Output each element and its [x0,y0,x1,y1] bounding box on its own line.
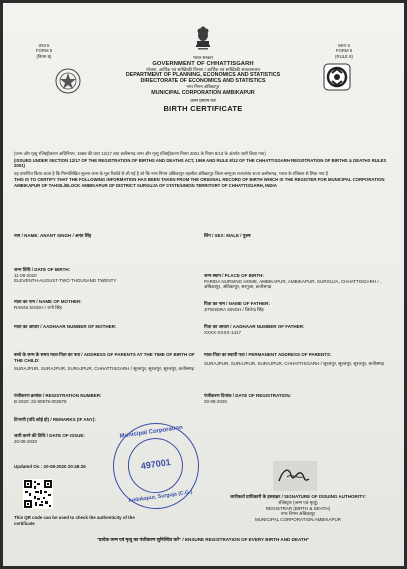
form-label-left-rule: (नियम 8) [36,53,52,59]
sex-label: लिंग / SEX: [204,233,226,238]
department-hindi: योजना, आर्थिक एवं सांख्यिकी विभाग / आर्थिक एवं सांख्यिकी संचालनालय [146,66,260,72]
address-permanent-value: SURAJPUR, SURAJPUR, SURAJPUR, CHHATTISGARH / सूरजपुर, सूरजपुर, सूरजपुर, छत्तीसगढ़ [204,361,385,366]
qr-note: This QR code can be used to check the authenticity of the certificate [14,515,135,526]
address-permanent-label: माता-पिता का स्थायी पता / PERMANENT ADDRESS OF PARENTS: [204,352,332,357]
sex-field [204,233,384,239]
registration-date-value: 20-08-2020 [204,399,228,404]
signature-hindi: रजिस्ट्रार (जन्म एवं मृत्यु) [278,500,318,505]
registration-date-field [204,393,384,404]
father-value: JITENDRA SINGH / जितेन्द्र सिंह [204,307,264,312]
certify-statement: THIS IS TO CERTIFY THAT THE FOLLOWING INFORMATION HAS BEEN TAKEN FROM THE ORIGINAL RECORD OF BIRTH WHICH IS THE REGISTER FOR MUNICIPAL CORPORATION AMBIKAPUR OF TAHSIL/BLOCK AMBIKAPUR OF DISTRICT SURGUJA OF STATE/UNION TERRITORY OF CHHATTISGARH, INDIA [14,177,385,188]
qr-code-icon [23,479,53,509]
certificate-paper [3,3,404,566]
certify-statement-hindi: यह प्रमाणित किया जाता है कि निम्नलिखित सूचना जन्म के मूल रिकॉर्ड से ली गई है जो कि नगर निगम अंबिकापुर तहसील अंबिकापुर जिला सरगुजा राज्य/संघ राज्य छत्तीसगढ़, भारत के रजिस्टर से लिया गया है [14,170,329,176]
intro-block [14,151,394,189]
stamp-number: 497001 [140,456,172,472]
department-name: DEPARTMENT OF PLANNING, ECONOMICS AND STATISTICS [125,72,281,79]
form-label-left-hindi: प्रपत्र 5 [38,43,50,48]
name-label: नाम / NAME: [14,233,39,238]
father-field [204,301,384,313]
municipal-stamp [107,417,204,514]
signature-org-hindi: नगर निगम अंबिकापुर [280,511,316,516]
signature-label: जारीकर्ता प्राधिकारी के हस्ताक्षर / SIGNATURE OF ISSUING AUTHORITY: [230,494,366,499]
mother-field [14,299,194,311]
slogan: "प्रत्येक जन्म एवं मृत्यु का पंजीकरण सुनिश्चित करें" / ENSURE REGISTRATION OF EVERY BIRTH AND DEATH" [96,537,310,542]
signature-icon [273,461,317,491]
stamp-bottom-text: Ambikapur, Surguja (C.G.) [127,489,193,505]
mother-aadhaar-label: माता का आधार / AADHAAR NUMBER OF MOTHER: [14,324,117,329]
remarks-label: टिप्पणी (यदि कोई हो) / REMARKS (IF ANY): [14,417,96,422]
municipal-hindi: नगर निगम अंबिकापुर [186,84,220,90]
sex-value: MALE / पुरुष [226,233,251,238]
name-value: ANANT SINGH / अनंत सिंह [39,233,92,238]
address-birth-field [14,352,196,372]
issue-date-label: जारी करने की तिथि / DATE OF ISSUE: [14,433,85,438]
father-aadhaar-label: पिता का आधार / AADHAAR NUMBER OF FATHER: [204,324,305,329]
state-logo-icon [55,68,81,94]
address-permanent-field [204,352,386,367]
dob-value: 11-08-2020 [14,273,37,278]
dob-words: ELEVENTH-AUGUST-TWO THOUSAND TWENTY [14,278,117,283]
registration-number-label: पंजीकरण क्रमांक / REGISTRATION NUMBER: [14,393,102,398]
municipal-name: MUNICIPAL CORPORATION AMBIKAPUR [151,89,255,96]
header [83,55,323,113]
form-label-right-hindi: प्ररूप 5 [338,43,350,48]
national-emblem-icon [194,23,212,51]
issue-date-field [14,433,114,444]
signature-org: MUNICIPAL CORPORATION AMBIKAPUR [255,517,341,522]
mother-label: माता का नाम / NAME OF MOTHER: [14,299,82,304]
gov-hindi: भारत सरकार [192,55,214,60]
issue-statement: (ISSUED UNDER SECTION 12/17 OF THE REGISTRATION OF BIRTHS AND DEATHS ACT, 1969 AND RULE 8/13 OF THE CHHATTISGARH REGISTRATION OF BIRTHS & DEATHS RULES 2001) [14,157,387,169]
dob-field [14,267,194,283]
crs-logo-icon [323,63,351,91]
issue-date-value: 20-08-2020 [14,439,38,444]
registration-date-label: पंजीकरण दिनांक / DATE OF REGISTRATION: [204,393,292,398]
form-label-right-rule: (RULE 8) [335,53,353,59]
certificate-title: BIRTH CERTIFICATE [163,103,243,113]
mother-aadhaar-field [14,324,194,330]
stamp-top-text: Municipal Corporation [119,424,184,440]
registration-number-value: B-2020: 22-90975-002879 [14,399,67,404]
registration-number-field [14,393,194,404]
address-birth-value: SURAJPUR, SURAJPUR, SURAJPUR, CHHATTISGARH / सूरजपुर, सूरजपुर, सूरजपुर, छत्तीसगढ़ [14,366,195,371]
form-label-left-form: FORM 5 [35,48,53,54]
father-aadhaar-value: XXXX-XXXX-1417 [204,330,242,335]
name-field [14,233,184,239]
mother-value: RANNI SINGH / रानी सिंह [14,305,62,310]
title-hindi: जन्म प्रमाण-पत्र [190,97,216,103]
father-aadhaar-field [204,324,384,335]
pob-field [204,273,384,290]
pob-label: जन्म स्थान / PLACE OF BIRTH: [204,273,264,278]
dob-label: जन्म तिथि / DATE OF BIRTH: [14,267,71,272]
directorate-name: DIRECTORATE OF ECONOMICS AND STATISTICS [140,78,266,85]
government-name: GOVERNMENT OF CHHATTISGARH [152,60,254,67]
signature-title: REGISTRAR (BIRTH & DEATH) [265,506,331,511]
signature-block [203,494,393,522]
address-birth-label: बच्चे के जन्म के समय माता-पिता का पता / ADDRESS OF PARENTS AT THE TIME OF BIRTH OF THE CHILD: [14,352,195,363]
updated-on: Updated On : 20-08-2020 20:48:26 [14,464,86,469]
pob-value: PARIDA NURSING HOME, AMBIKAPUR, AMBIKAPUR, SURGUJA, CHHATTISGARH / , अंबिकापुर, अंबिकापुर, सरगुजा, छत्तीसगढ़ [204,279,382,289]
form-label-right [331,43,357,59]
form-label-left [31,43,57,59]
issue-statement-hindi: (जन्म और मृत्यु रजिस्ट्रीकरण अधिनियम, 1969 की धारा 12/17 तथा छत्तीसगढ़ जन्म और मृत्यु रजिस्ट्रीकरण नियम 2001 के नियम 8/13 के अंतर्गत जारी किया गया) [14,151,266,156]
father-label: पिता का नाम / NAME OF FATHER: [204,301,270,306]
form-label-right-form: FORM 5 [335,48,353,54]
